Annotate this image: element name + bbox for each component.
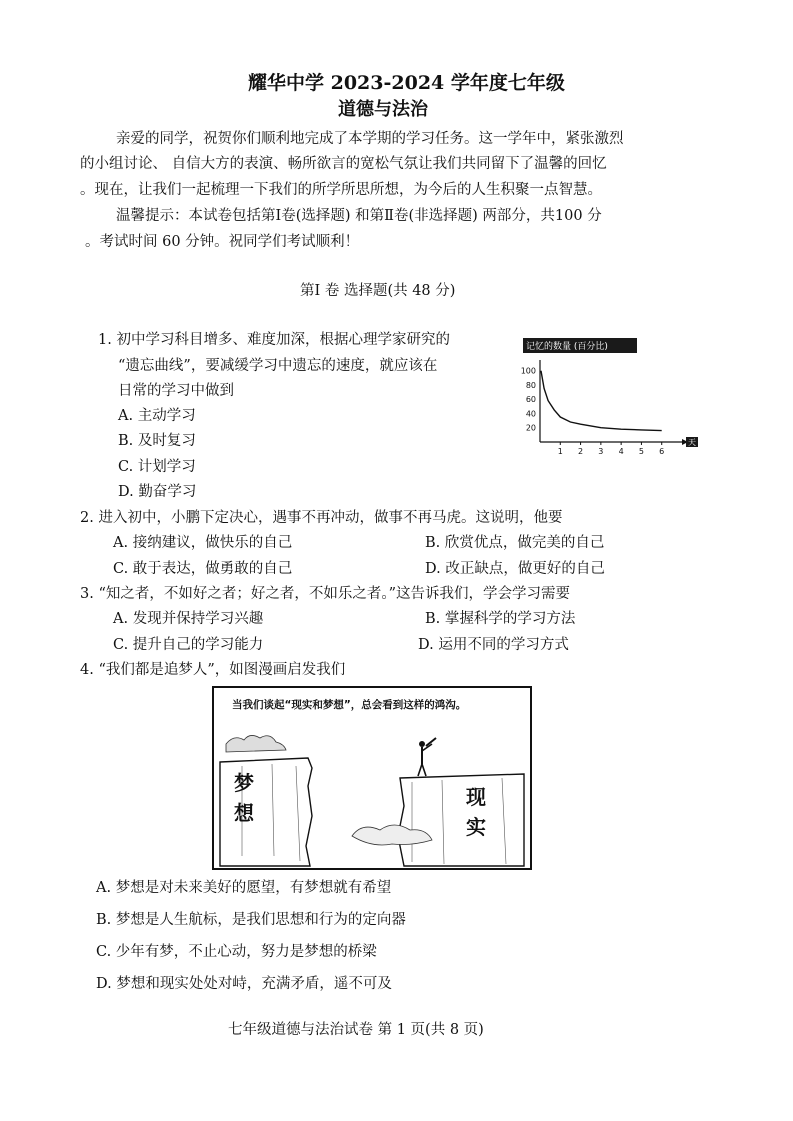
page-title: 耀华中学 2023-2024 学年度七年级	[248, 72, 565, 94]
reality-label-char-2: 实	[466, 815, 486, 839]
x-axis-label: 天	[688, 438, 696, 447]
q1-stem-line-3: 日常的学习中做到	[118, 383, 234, 399]
q1-option-b: B. 及时复习	[118, 433, 196, 449]
y-tick-label: 20	[525, 423, 536, 433]
reality-cliff	[398, 774, 524, 866]
section-heading: 第Ⅰ 卷 选择题(共 48 分)	[300, 283, 456, 299]
y-tick-label: 40	[525, 409, 536, 419]
forgetting-curve-line	[541, 371, 662, 431]
dream-label-char-1: 梦	[234, 771, 254, 795]
intro-line-1: 亲爱的同学，祝贺你们顺利地完成了本学期的学习任务。这一学年中，紧张激烈	[116, 131, 624, 147]
intro-line-3: 。现在，让我们一起梳理一下我们的所学所思所想，为今后的人生积聚一点智慧。	[80, 182, 602, 198]
q2-option-b: B. 欣赏优点，做完美的自己	[425, 535, 605, 551]
x-tick-label: 6	[659, 447, 665, 456]
chart-title: 记忆的数量 (百分比)	[526, 342, 608, 352]
x-tick-label: 2	[578, 447, 584, 456]
q4-stem: 4. “我们都是追梦人”，如图漫画启发我们	[80, 662, 346, 678]
intro-line-2: 的小组讨论、 自信大方的表演、畅所欲言的宽松气氛让我们共同留下了温馨的回忆	[80, 156, 607, 172]
q3-option-b: B. 掌握科学的学习方法	[425, 611, 576, 627]
q1-stem-line-1: 1. 初中学习科目增多、难度加深，根据心理学家研究的	[98, 332, 450, 348]
x-tick-label: 3	[598, 447, 604, 456]
cartoon-caption: 当我们谈起“现实和梦想”，总会看到这样的鸿沟。	[232, 699, 467, 711]
q2-option-c: C. 敢于表达，做勇敢的自己	[113, 561, 293, 577]
q1-stem-line-2: “遗忘曲线”，要减缓学习中遗忘的速度，就应该在	[118, 358, 438, 374]
q4-option-a: A. 梦想是对未来美好的愿望，有梦想就有希望	[96, 880, 392, 896]
y-tick-label: 60	[525, 395, 536, 405]
q2-option-a: A. 接纳建议，做快乐的自己	[113, 535, 293, 551]
page-subtitle: 道德与法治	[338, 99, 428, 120]
dream-reality-cartoon	[212, 686, 532, 870]
q3-option-c: C. 提升自己的学习能力	[113, 637, 264, 653]
y-tick-label: 80	[525, 380, 536, 390]
exam-tip-line-2: 。考试时间 60 分钟。祝同学们考试顺利！	[85, 234, 360, 250]
y-tick-label: 100	[520, 366, 536, 376]
x-tick-label: 5	[638, 447, 644, 456]
exam-tip-line-1: 温馨提示：本试卷包括第Ⅰ卷(选择题) 和第Ⅱ卷(非选择题) 两部分，共100 分	[116, 208, 602, 224]
q2-stem: 2. 进入初中，小鹏下定决心，遇事不再冲动，做事不再马虎。这说明，他要	[80, 510, 563, 526]
q2-option-d: D. 改正缺点，做更好的自己	[425, 561, 605, 577]
q4-option-d: D. 梦想和现实处处对峙，充满矛盾，遥不可及	[96, 976, 392, 992]
q1-option-c: C. 计划学习	[118, 459, 196, 475]
reality-label-char-1: 现	[466, 785, 486, 809]
page-footer: 七年级道德与法治试卷 第 1 页(共 8 页)	[228, 1022, 484, 1038]
q3-option-d: D. 运用不同的学习方式	[418, 637, 569, 653]
x-tick-label: 1	[557, 447, 563, 456]
forgetting-curve-chart	[516, 338, 698, 460]
q1-option-d: D. 勤奋学习	[118, 484, 197, 500]
q1-option-a: A. 主动学习	[118, 408, 196, 424]
q3-stem: 3. “知之者，不如好之者；好之者，不如乐之者。”这告诉我们，学会学习需要	[80, 586, 571, 602]
q3-option-a: A. 发现并保持学习兴趣	[113, 611, 264, 627]
q4-option-b: B. 梦想是人生航标，是我们思想和行为的定向器	[96, 912, 406, 928]
x-tick-label: 4	[618, 447, 624, 456]
q4-option-c: C. 少年有梦，不止心动，努力是梦想的桥梁	[96, 944, 377, 960]
dream-label-char-2: 想	[234, 801, 254, 825]
